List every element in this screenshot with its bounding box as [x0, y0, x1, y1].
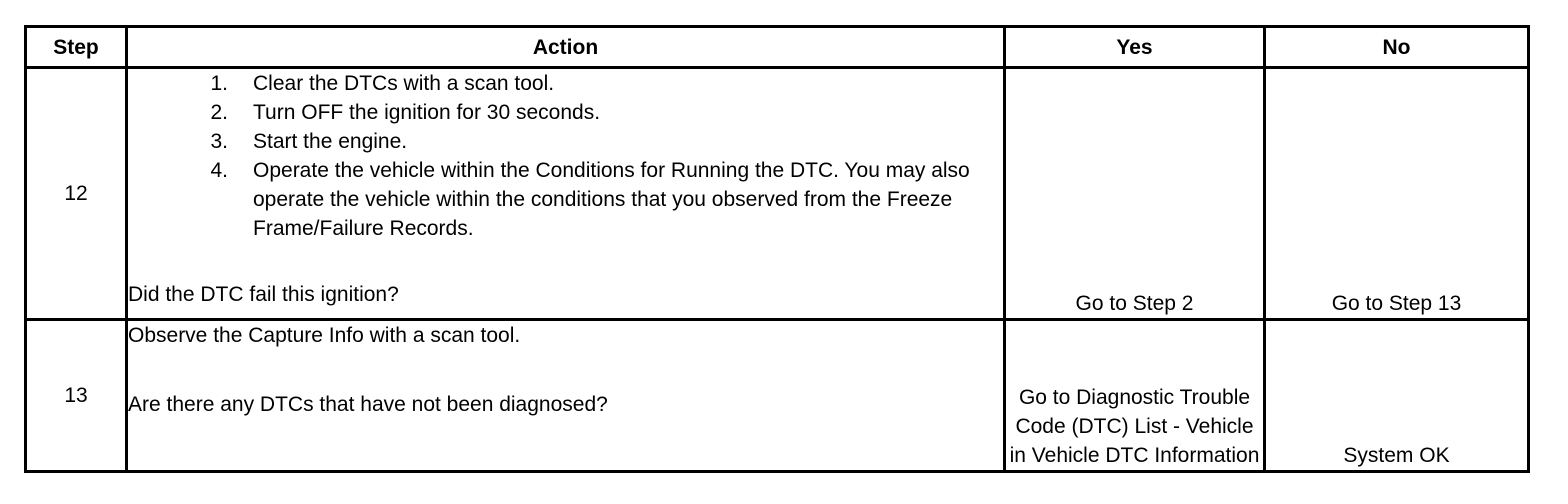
action-question: Did the DTC fail this ignition?: [128, 283, 399, 306]
table-row-step-13: [26, 320, 1529, 472]
action-step-number: 1.: [210, 72, 228, 95]
action-step-text: Start the engine.: [253, 130, 408, 153]
action-step-text: Operate the vehicle within the Conditions for Running the DTC. You may also operate the vehicle within the conditions that you observed from the Freeze Frame/Failure Records.: [253, 159, 970, 240]
header-step: Step: [26, 27, 127, 68]
step-number: 13: [26, 320, 127, 472]
no-result: System OK: [1265, 320, 1529, 472]
action-step-number: 2.: [210, 101, 228, 124]
yes-result: Go to Step 2: [1005, 68, 1265, 320]
action-step-text: Clear the DTCs with a scan tool.: [253, 72, 555, 95]
action-step-text: Turn OFF the ignition for 30 seconds.: [253, 101, 601, 124]
header-row: [26, 27, 1529, 68]
action-step-number: 4.: [210, 159, 228, 182]
header-no: No: [1265, 27, 1529, 68]
action-step-item: [128, 98, 1003, 127]
table-row-step-12: [26, 68, 1529, 320]
action-step-list: [128, 69, 1003, 243]
yes-result: Go to Diagnostic Trouble Code (DTC) List - Vehicle in Vehicle DTC Information: [1005, 320, 1265, 472]
action-step-item: [128, 127, 1003, 156]
action-question: Are there any DTCs that have not been diagnosed?: [128, 393, 608, 416]
action-step-number: 3.: [210, 130, 228, 153]
no-result: Go to Step 13: [1265, 68, 1529, 320]
action-cell: [127, 68, 1005, 320]
action-instruction: Observe the Capture Info with a scan tool.: [128, 324, 521, 347]
action-step-item: [128, 156, 1003, 243]
header-action: Action: [127, 27, 1005, 68]
header-yes: Yes: [1005, 27, 1265, 68]
action-cell: [127, 320, 1005, 472]
step-number: 12: [26, 68, 127, 320]
action-step-item: [128, 69, 1003, 98]
diagnostic-table: [24, 25, 1530, 473]
